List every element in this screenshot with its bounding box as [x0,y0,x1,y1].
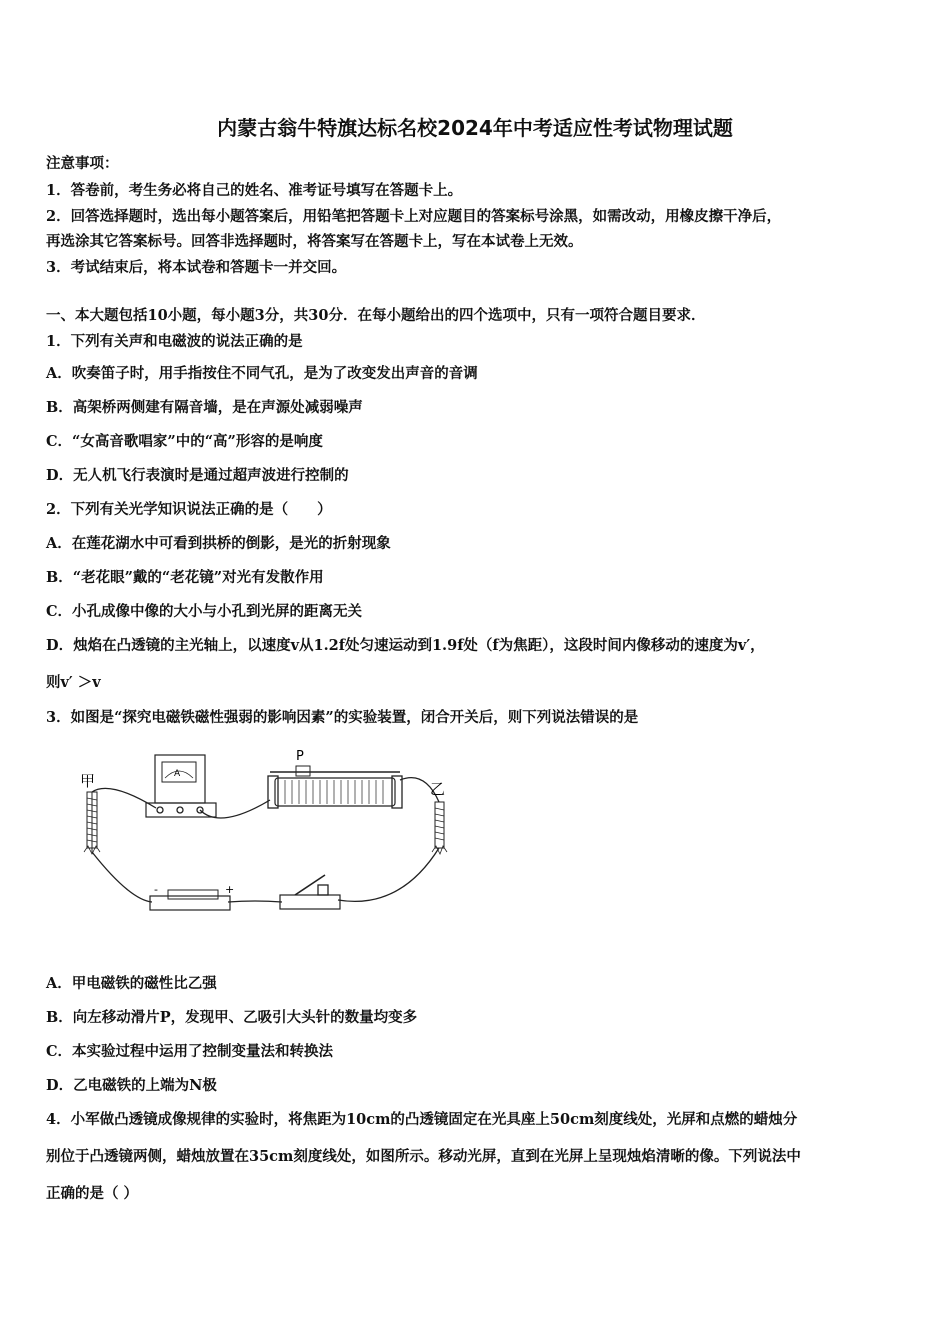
question-2-option-a: A．在莲花湖水中可看到拱桥的倒影，是光的折射现象 [46,535,391,552]
question-1-option-b: B．高架桥两侧建有隔音墙，是在声源处减弱噪声 [46,399,363,416]
circuit-diagram [70,740,470,925]
label-minus: - [154,883,158,896]
question-3-option-b: B．向左移动滑片P，发现甲、乙吸引大头针的数量均变多 [46,1009,418,1026]
notice-heading: 注意事项： [46,155,119,172]
question-4-line-1: 4．小军做凸透镜成像规律的实验时，将焦距为10cm的凸透镜固定在光具座上50cm刻度线处，光屏和点燃的蜡烛分 [46,1111,798,1128]
question-4-line-2: 别位于凸透镜两侧，蜡烛放置在35cm刻度线处，如图所示。移动光屏，直到在光屏上呈现烛焰清晰的像。下列说法中 [46,1148,801,1165]
label-yi: 乙 [430,780,446,798]
question-2-option-d-cont: 则v′ ＞v [46,674,101,691]
question-1-option-d: D．无人机飞行表演时是通过超声波进行控制的 [46,467,349,484]
notice-item: 2．回答选择题时，选出每小题答案后，用铅笔把答题卡上对应题目的答案标号涂黑，如需改动，用橡皮擦干净后， [46,208,782,225]
question-4-line-3: 正确的是（ ） [46,1185,139,1202]
notice-item: 1．答卷前，考生务必将自己的姓名、准考证号填写在答题卡上。 [46,182,463,199]
question-stem-2: 2．下列有关光学知识说法正确的是（ ） [46,501,332,518]
question-2-option-c: C．小孔成像中像的大小与小孔到光屏的距离无关 [46,603,363,620]
page-title: 内蒙古翁牛特旗达标名校2024年中考适应性考试物理试题 [217,116,733,140]
question-3-option-d: D．乙电磁铁的上端为N极 [46,1077,217,1094]
section-heading: 一、本大题包括10小题，每小题3分，共30分．在每小题给出的四个选项中，只有一项符合题目要求． [46,307,706,324]
label-plus: + [225,883,235,896]
question-2-option-d: D．烛焰在凸透镜的主光轴上，以速度v从1.2f处匀速运动到1.9f处（f为焦距），这段时间内像移动的速度为v′， [46,637,765,654]
question-stem-3: 3．如图是“探究电磁铁磁性强弱的影响因素”的实验装置，闭合开关后，则下列说法错误的是 [46,709,639,726]
question-2-option-b: B．“老花眼”戴的“老花镜”对光有发散作用 [46,569,324,586]
notice-item: 再选涂其它答案标号。回答非选择题时，将答案写在答题卡上，写在本试卷上无效。 [46,233,583,250]
label-ammeter: A [174,769,181,779]
label-p: P [296,749,304,764]
question-stem-1: 1．下列有关声和电磁波的说法正确的是 [46,333,303,350]
notice-item: 3．考试结束后，将本试卷和答题卡一并交回。 [46,259,347,276]
question-3-option-c: C．本实验过程中运用了控制变量法和转换法 [46,1043,334,1060]
question-1-option-c: C．“女高音歌唱家”中的“高”形容的是响度 [46,433,323,450]
question-3-option-a: A．甲电磁铁的磁性比乙强 [46,975,217,992]
label-jia: 甲 [80,772,96,790]
question-1-option-a: A．吹奏笛子时，用手指按住不同气孔，是为了改变发出声音的音调 [46,365,478,382]
